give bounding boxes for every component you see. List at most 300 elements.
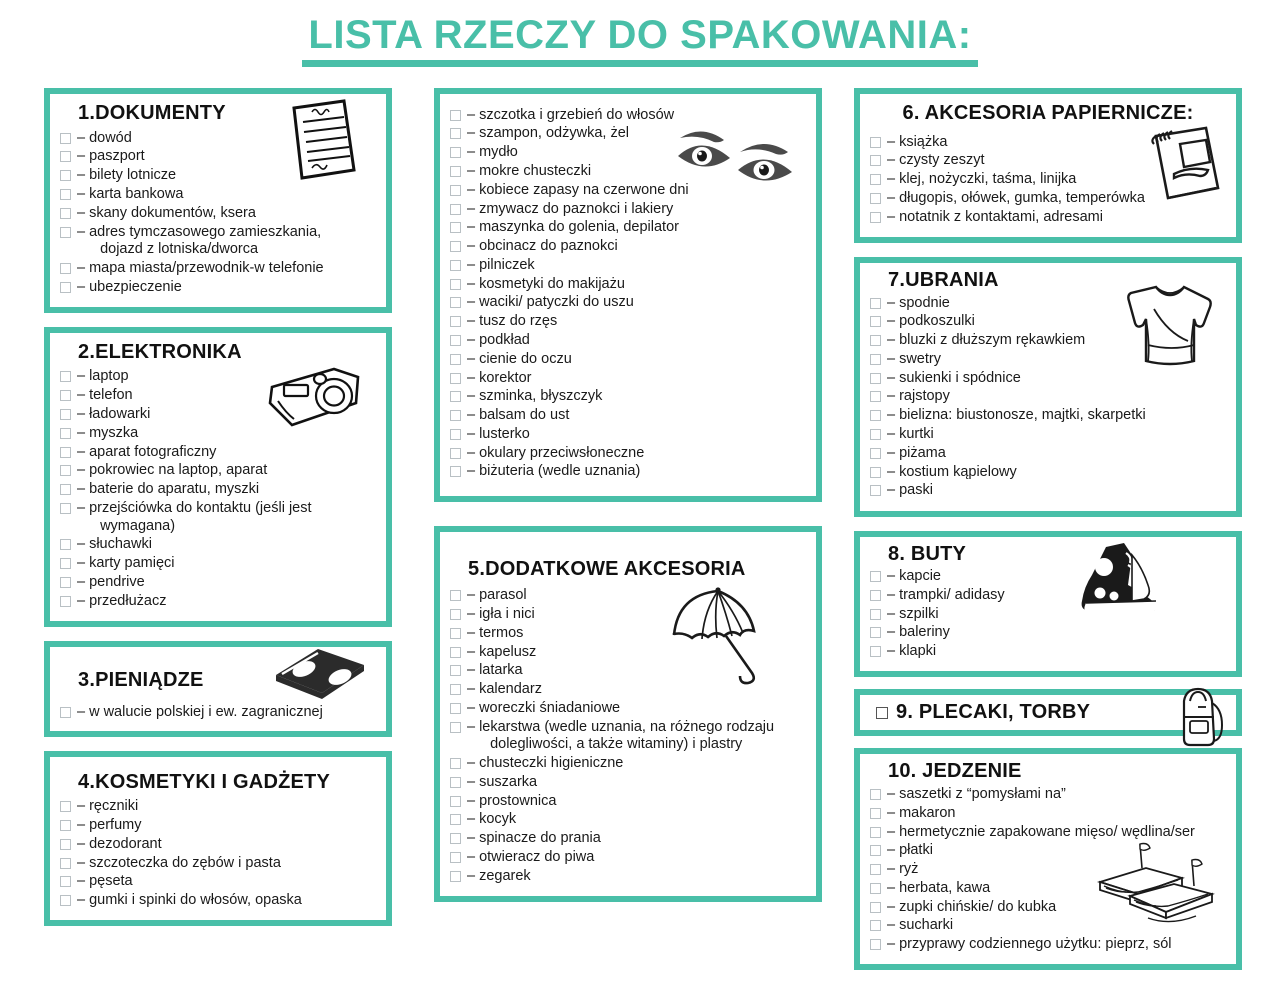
dash: – (887, 294, 896, 311)
checkbox[interactable] (450, 590, 461, 601)
dash: – (887, 861, 896, 878)
checklist-cosmetics-gadgets (58, 798, 378, 911)
checkbox[interactable] (60, 371, 71, 382)
item-label: bielizna: biustonosze, majtki, skarpetki (899, 407, 1146, 424)
section-title-extra-accessories: 5.DODATKOWE AKCESORIA (468, 557, 746, 580)
checkbox[interactable] (450, 279, 461, 290)
list-item[interactable] (448, 407, 808, 426)
list-item[interactable] (868, 936, 1228, 955)
item-label: podkoszulki (899, 313, 975, 330)
dash: – (467, 425, 476, 442)
list-item[interactable] (868, 643, 1228, 662)
item-label: czysty zeszyt (899, 152, 985, 169)
list-item[interactable] (448, 605, 808, 624)
section-shoes (854, 531, 1242, 678)
checkbox[interactable] (870, 789, 881, 800)
checkbox[interactable] (450, 852, 461, 863)
list-item[interactable] (868, 586, 1228, 605)
checkbox[interactable] (876, 707, 888, 719)
checkbox[interactable] (870, 155, 881, 166)
item-label: spinacze do prania (479, 830, 601, 847)
checkbox[interactable] (60, 390, 71, 401)
item-label: ręczniki (89, 798, 139, 815)
list-item[interactable] (58, 873, 378, 892)
checkbox[interactable] (870, 864, 881, 875)
dash: – (887, 879, 896, 896)
checkbox[interactable] (870, 316, 881, 327)
checkbox[interactable] (450, 628, 461, 639)
dash: – (887, 823, 896, 840)
list-item[interactable] (448, 848, 808, 867)
item-label: notatnik z kontaktami, adresami (899, 208, 1103, 225)
list-item[interactable] (868, 313, 1228, 332)
list-item[interactable] (868, 152, 1228, 171)
list-item[interactable] (58, 536, 378, 555)
checkbox[interactable] (60, 801, 71, 812)
list-item[interactable] (58, 204, 378, 223)
checkbox[interactable] (870, 193, 881, 204)
list-item[interactable] (868, 624, 1228, 643)
item-label-continued: dolegliwości, a także witaminy) i plastry (490, 736, 743, 753)
dash: – (887, 482, 896, 499)
list-item[interactable] (58, 554, 378, 573)
dash: – (887, 388, 896, 405)
dash: – (77, 481, 86, 498)
checkbox[interactable] (60, 876, 71, 887)
item-label: waciki/ patyczki do uszu (479, 294, 634, 311)
checkbox[interactable] (450, 241, 461, 252)
dash: – (887, 332, 896, 349)
checkbox[interactable] (450, 871, 461, 882)
dash: – (467, 718, 476, 735)
dash: – (887, 444, 896, 461)
list-item[interactable] (58, 499, 378, 535)
checkbox[interactable] (60, 503, 71, 514)
item-label: paski (899, 482, 933, 499)
list-item[interactable] (868, 388, 1228, 407)
list-item[interactable] (448, 200, 808, 219)
dash: – (467, 755, 476, 772)
list-item[interactable] (868, 785, 1228, 804)
list-item[interactable] (868, 463, 1228, 482)
list-item[interactable] (58, 835, 378, 854)
list-item[interactable] (58, 368, 378, 387)
checkbox[interactable] (870, 373, 881, 384)
checkbox[interactable] (60, 133, 71, 144)
item-label: saszetki z “pomysłami na” (899, 786, 1066, 802)
list-item[interactable] (58, 704, 378, 723)
checkbox[interactable] (870, 827, 881, 838)
item-label: prostownica (479, 792, 557, 809)
dash: – (467, 606, 476, 622)
checkbox[interactable] (450, 204, 461, 215)
checkbox[interactable] (870, 646, 881, 657)
checkbox[interactable] (450, 429, 461, 440)
dash: – (77, 387, 86, 404)
section-title-shoes: 8. BUTY (888, 542, 967, 565)
checkbox[interactable] (870, 883, 881, 894)
checkbox[interactable] (870, 212, 881, 223)
list-item[interactable] (58, 278, 378, 297)
checkbox[interactable] (60, 208, 71, 219)
list-item[interactable] (868, 208, 1228, 227)
dash: – (467, 181, 476, 198)
section-food (854, 748, 1242, 970)
checkbox[interactable] (450, 448, 461, 459)
dash: – (887, 786, 896, 802)
list-item[interactable] (448, 643, 808, 662)
checkbox[interactable] (450, 722, 461, 733)
item-label: trampki/ adidasy (899, 586, 1005, 603)
item-label: kobiece zapasy na czerwone dni (479, 181, 689, 198)
list-item[interactable] (58, 148, 378, 167)
list-item[interactable] (448, 463, 808, 482)
item-label: szczotka i grzebień do włosów (479, 106, 675, 123)
checkbox[interactable] (450, 647, 461, 658)
checkbox[interactable] (870, 391, 881, 402)
dash: – (77, 406, 86, 422)
list-item[interactable] (868, 133, 1228, 152)
list-item[interactable] (448, 811, 808, 830)
dash: – (467, 773, 476, 790)
list-item[interactable] (448, 350, 808, 369)
item-label: bluzki z dłuższym rękawkiem (899, 332, 1086, 349)
checkbox[interactable] (870, 467, 881, 478)
dash: – (887, 917, 896, 934)
checkbox[interactable] (450, 316, 461, 327)
checkbox[interactable] (870, 920, 881, 931)
item-label: perfumy (89, 816, 142, 833)
dash: – (77, 873, 86, 890)
dash: – (467, 388, 476, 405)
checkbox[interactable] (870, 485, 881, 496)
list-item[interactable] (868, 917, 1228, 936)
item-label: w walucie polskiej i ew. zagranicznej (89, 704, 323, 721)
item-label: ładowarki (89, 406, 151, 422)
list-item[interactable] (448, 699, 808, 718)
list-item[interactable] (868, 350, 1228, 369)
list-item[interactable] (448, 425, 808, 444)
checkbox[interactable] (870, 808, 881, 819)
list-item[interactable] (448, 754, 808, 773)
dash: – (77, 148, 86, 165)
list-item[interactable] (868, 331, 1228, 350)
dash: – (887, 624, 896, 641)
dash: – (467, 162, 476, 179)
checkbox[interactable] (870, 627, 881, 638)
list-item[interactable] (58, 167, 378, 186)
dash: – (467, 238, 476, 255)
dash: – (887, 350, 896, 367)
checkbox[interactable] (870, 609, 881, 620)
checkbox[interactable] (60, 539, 71, 550)
list-item[interactable] (448, 294, 808, 313)
list-item[interactable] (868, 369, 1228, 388)
checkbox[interactable] (60, 707, 71, 718)
list-item[interactable] (448, 369, 808, 388)
item-label: przejściówka do kontaktu (jeśli jest wymagana) (89, 500, 378, 535)
dash: – (887, 133, 896, 150)
list-item[interactable] (448, 275, 808, 294)
checkbox[interactable] (870, 174, 881, 185)
list-item[interactable] (448, 181, 808, 200)
checkbox[interactable] (60, 170, 71, 181)
list-item[interactable] (868, 861, 1228, 880)
item-label: płatki (899, 842, 933, 859)
list-item[interactable] (448, 773, 808, 792)
dash: – (887, 208, 896, 225)
list-item[interactable] (58, 405, 378, 424)
checkbox[interactable] (60, 227, 71, 238)
item-label: pendrive (89, 573, 145, 590)
list-item[interactable] (868, 407, 1228, 426)
list-item[interactable] (448, 681, 808, 700)
list-item[interactable] (448, 792, 808, 811)
list-item[interactable] (868, 879, 1228, 898)
item-label: igła i nici (479, 606, 535, 622)
dash: – (887, 898, 896, 915)
checkbox[interactable] (450, 777, 461, 788)
list-item[interactable] (448, 106, 808, 125)
item-label: pęseta (89, 873, 133, 890)
checkbox[interactable] (870, 137, 881, 148)
item-label: klapki (899, 643, 937, 660)
list-item[interactable] (448, 219, 808, 238)
dash: – (77, 462, 86, 479)
item-label: klej, nożyczki, taśma, linijka (899, 171, 1077, 188)
checkbox[interactable] (60, 447, 71, 458)
list-item[interactable] (868, 898, 1228, 917)
section-title-cosmetics-gadgets: 4.KOSMETYKI I GADŻETY (78, 770, 331, 793)
list-item[interactable] (868, 605, 1228, 624)
checkbox[interactable] (450, 185, 461, 196)
checkbox[interactable] (870, 429, 881, 440)
section-cosmetics-continued (434, 88, 822, 502)
checkbox[interactable] (870, 590, 881, 601)
item-label: kalendarz (479, 681, 542, 698)
column-left (44, 88, 392, 940)
checkbox[interactable] (450, 466, 461, 477)
dash: – (77, 573, 86, 590)
dash: – (77, 499, 86, 516)
list-item[interactable] (448, 313, 808, 332)
list-item[interactable] (868, 425, 1228, 444)
list-item[interactable] (868, 842, 1228, 861)
checkbox[interactable] (60, 839, 71, 850)
checkbox[interactable] (60, 263, 71, 274)
checkbox[interactable] (450, 684, 461, 695)
checklist-clothes (868, 294, 1228, 501)
dash: – (467, 275, 476, 292)
list-item[interactable] (868, 568, 1228, 587)
checkbox[interactable] (450, 814, 461, 825)
checkbox[interactable] (450, 166, 461, 177)
item-label: szminka, błyszczyk (479, 388, 603, 405)
checkbox[interactable] (60, 428, 71, 439)
item-label: rajstopy (899, 388, 950, 405)
dash: – (77, 592, 86, 609)
item-label: mydło (479, 144, 518, 161)
checkbox[interactable] (450, 260, 461, 271)
item-label: woreczki śniadaniowe (479, 699, 621, 716)
list-item[interactable] (448, 144, 808, 163)
checkbox[interactable] (870, 571, 881, 582)
dash: – (467, 407, 476, 424)
dash: – (887, 568, 896, 585)
checkbox[interactable] (450, 391, 461, 402)
checkbox[interactable] (450, 410, 461, 421)
dash: – (467, 256, 476, 273)
checkbox[interactable] (60, 151, 71, 162)
checkbox[interactable] (60, 596, 71, 607)
checklist-food (868, 785, 1228, 954)
checkbox[interactable] (450, 758, 461, 769)
list-item[interactable] (448, 444, 808, 463)
checkbox[interactable] (870, 448, 881, 459)
list-item[interactable] (448, 388, 808, 407)
dash: – (887, 152, 896, 169)
checkbox[interactable] (870, 354, 881, 365)
list-item[interactable] (58, 592, 378, 611)
list-item[interactable] (58, 816, 378, 835)
item-label: suszarka (479, 773, 538, 790)
item-label: słuchawki (89, 536, 152, 553)
dash: – (467, 792, 476, 809)
dash: – (887, 463, 896, 480)
list-item[interactable] (448, 662, 808, 681)
item-label: dowód (89, 129, 132, 146)
checkbox[interactable] (450, 128, 461, 139)
list-item[interactable] (448, 256, 808, 275)
list-item[interactable] (58, 798, 378, 817)
checkbox[interactable] (60, 577, 71, 588)
list-item[interactable] (868, 804, 1228, 823)
checkbox[interactable] (60, 465, 71, 476)
checkbox[interactable] (60, 858, 71, 869)
list-item[interactable] (58, 573, 378, 592)
item-label: ryż (899, 861, 919, 878)
list-item[interactable] (448, 125, 808, 144)
item-label: paszport (89, 148, 145, 165)
list-item[interactable] (58, 424, 378, 443)
item-label: kapelusz (479, 643, 537, 660)
dash: – (467, 681, 476, 698)
list-item[interactable] (868, 294, 1228, 313)
list-item[interactable] (868, 444, 1228, 463)
checkbox[interactable] (60, 558, 71, 569)
list-item[interactable] (58, 259, 378, 278)
list-item[interactable] (448, 331, 808, 350)
checkbox[interactable] (870, 335, 881, 346)
checkbox[interactable] (60, 895, 71, 906)
list-item[interactable] (58, 443, 378, 462)
checkbox[interactable] (450, 222, 461, 233)
item-label: laptop (89, 368, 129, 385)
checkbox[interactable] (450, 833, 461, 844)
item-label: latarka (479, 662, 523, 679)
checkbox[interactable] (450, 354, 461, 365)
list-item[interactable] (448, 162, 808, 181)
checklist-electronics (58, 368, 378, 611)
dash: – (467, 587, 476, 604)
checkbox[interactable] (450, 147, 461, 158)
dash: – (77, 854, 86, 871)
checkbox[interactable] (60, 820, 71, 831)
checklist-stationery (868, 133, 1228, 227)
list-item[interactable] (58, 854, 378, 873)
list-item[interactable] (58, 223, 378, 259)
item-label: baterie do aparatu, myszki (89, 481, 260, 498)
item-label: obcinacz do paznokci (479, 238, 618, 255)
list-item[interactable] (58, 462, 378, 481)
item-label: pokrowiec na laptop, aparat (89, 462, 268, 479)
item-label: kostium kąpielowy (899, 463, 1017, 480)
dash: – (77, 555, 86, 572)
item-label: bilety lotnicze (89, 167, 177, 184)
list-item[interactable] (448, 830, 808, 849)
checkbox[interactable] (60, 189, 71, 200)
checkbox[interactable] (870, 939, 881, 950)
checkbox[interactable] (450, 373, 461, 384)
list-item[interactable] (448, 718, 808, 754)
list-item[interactable] (868, 482, 1228, 501)
checkbox[interactable] (60, 282, 71, 293)
list-item[interactable] (448, 624, 808, 643)
item-label: spodnie (899, 294, 950, 311)
dash: – (467, 350, 476, 367)
checkbox[interactable] (870, 410, 881, 421)
item-label: ubezpieczenie (89, 278, 182, 295)
item-label: kapcie (899, 568, 941, 585)
checkbox[interactable] (450, 297, 461, 308)
item-label: zegarek (479, 867, 531, 884)
list-item[interactable] (868, 823, 1228, 842)
list-item[interactable] (58, 892, 378, 911)
list-item[interactable] (868, 171, 1228, 190)
list-item[interactable] (58, 387, 378, 406)
list-item[interactable] (58, 185, 378, 204)
checkbox[interactable] (450, 335, 461, 346)
checkbox[interactable] (450, 110, 461, 121)
dash: – (77, 704, 86, 721)
list-item[interactable] (868, 189, 1228, 208)
checkbox[interactable] (60, 409, 71, 420)
list-item[interactable] (448, 867, 808, 886)
section-title-row-bags[interactable] (876, 701, 1228, 724)
list-item[interactable] (448, 237, 808, 256)
list-item[interactable] (58, 129, 378, 148)
checkbox[interactable] (870, 845, 881, 856)
checkbox[interactable] (450, 703, 461, 714)
item-label: przyprawy codziennego użytku: pieprz, sól (899, 936, 1172, 953)
section-extra-accessories (434, 526, 822, 902)
checkbox[interactable] (450, 665, 461, 676)
list-item[interactable] (448, 587, 808, 606)
section-clothes (854, 257, 1242, 517)
checkbox[interactable] (60, 484, 71, 495)
item-label: karta bankowa (89, 185, 184, 202)
dash: – (77, 835, 86, 852)
checkbox[interactable] (870, 298, 881, 309)
checkbox[interactable] (450, 609, 461, 620)
item-label: swetry (899, 350, 941, 367)
list-item[interactable] (58, 481, 378, 500)
checkbox[interactable] (870, 902, 881, 913)
dash: – (77, 424, 86, 441)
checkbox[interactable] (450, 796, 461, 807)
section-cosmetics-gadgets (44, 751, 392, 927)
dash: – (77, 816, 86, 833)
